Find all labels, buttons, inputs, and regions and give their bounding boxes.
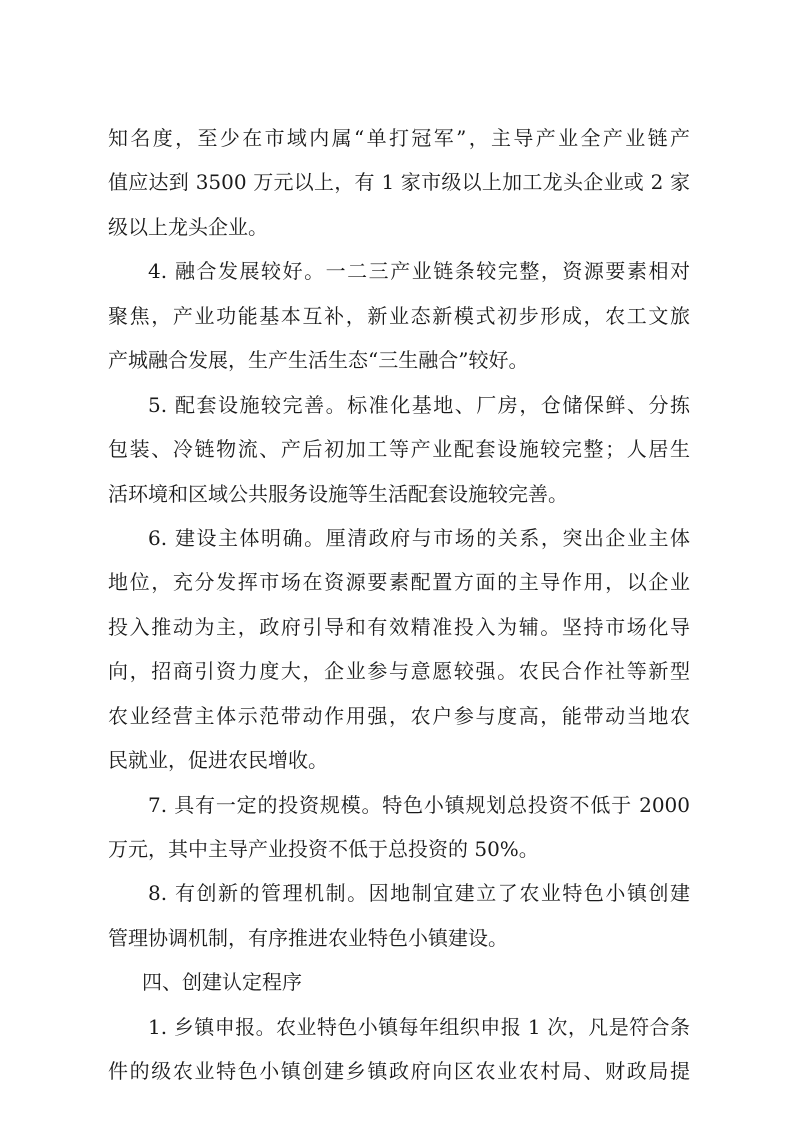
body-text-line: 1. 乡镇申报。农业特色小镇每年组织申报 1 次，凡是符合条 [148,1014,690,1039]
body-text-line: 民就业，促进农民增收。 [108,748,328,773]
section-heading: 四、创建认定程序 [142,970,302,995]
body-text-line: 7. 具有一定的投资规模。特色小镇规划总投资不低于 2000 [148,792,690,817]
body-text-line: 级以上龙头企业。 [108,214,268,239]
body-text-line: 管理协调机制，有序推进农业特色小镇建设。 [108,925,508,950]
body-text-line: 6. 建设主体明确。厘清政府与市场的关系，突出企业主体 [148,525,690,550]
body-text-line: 5. 配套设施较完善。标准化基地、厂房，仓储保鲜、分拣 [148,392,690,417]
body-text-line: 万元，其中主导产业投资不低于总投资的 50%。 [108,837,539,861]
document-body [108,116,690,1094]
body-text-line: 包装、冷链物流、产后初加工等产业配套设施较完整；人居生 [108,437,690,462]
body-text-line: 产城融合发展，生产生活生态“三生融合”较好。 [108,348,529,373]
body-text-line: 地位，充分发挥市场在资源要素配置方面的主导作用，以企业 [108,570,690,595]
body-text-line: 值应达到 3500 万元以上，有 1 家市级以上加工龙头企业或 2 家 [108,170,690,195]
body-text-line: 聚焦，产业功能基本互补，新业态新模式初步形成，农工文旅 [108,303,690,328]
body-text-line: 活环境和区域公共服务设施等生活配套设施较完善。 [108,481,568,506]
body-text-line: 8. 有创新的管理机制。因地制宜建立了农业特色小镇创建 [148,881,690,906]
body-text-line: 件的级农业特色小镇创建乡镇政府向区农业农村局、财政局提 [108,1059,690,1084]
body-text-line: 4. 融合发展较好。一二三产业链条较完整，资源要素相对 [148,259,690,284]
body-text-line: 知名度，至少在市域内属“单打冠军”，主导产业全产业链产 [108,126,690,150]
body-text-line: 投入推动为主，政府引导和有效精准投入为辅。坚持市场化导 [108,614,690,639]
body-text-line: 向，招商引资力度大，企业参与意愿较强。农民合作社等新型 [108,659,690,684]
body-text-line: 农业经营主体示范带动作用强，农户参与度高，能带动当地农 [108,703,690,728]
